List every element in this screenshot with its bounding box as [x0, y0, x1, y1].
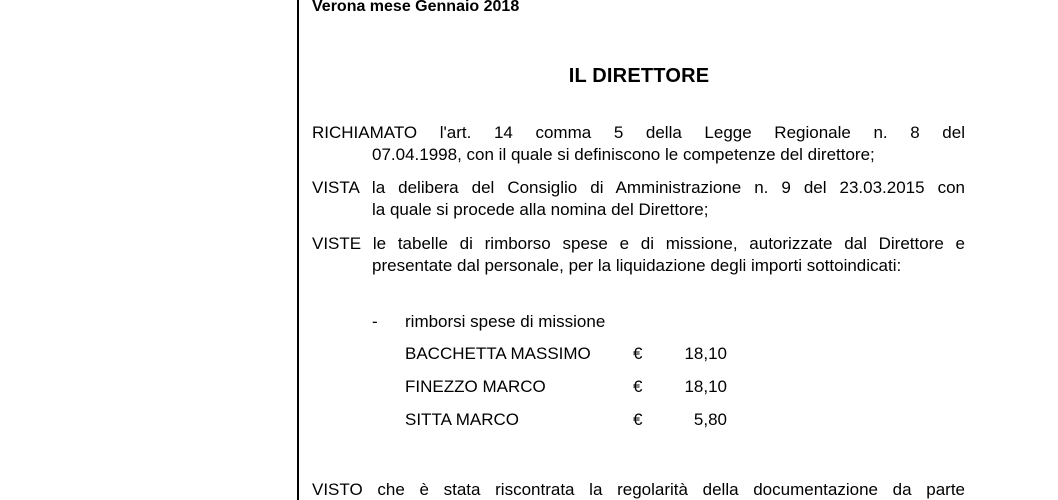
document-title: IL DIRETTORE [568, 65, 710, 87]
paragraph-visto [312, 479, 965, 500]
paragraph-first-line: RICHIAMATO l'art. 14 comma 5 della Legge Regionale n. 8 del [312, 123, 965, 142]
payment-amount: 18,10 [684, 377, 727, 396]
paragraph-viste [312, 233, 965, 277]
currency-symbol: € [633, 377, 643, 396]
bullet-text: rimborsi spese di missione [405, 312, 606, 331]
currency-symbol: € [633, 410, 643, 429]
paragraph-continuation: presentate dal personale, per la liquidazione degli importi sottoindicati: [372, 256, 902, 275]
paragraph-first-line: VISTE le tabelle di rimborso spese e di missione, autorizzate dal Direttore e [312, 234, 965, 253]
payee-name: BACCHETTA MASSIMO [405, 344, 591, 363]
payment-amount: 5,80 [693, 410, 727, 429]
paragraph-first-line: VISTO che è stata riscontrata la regolarità della documentazione da parte [312, 480, 965, 499]
payment-amount: 18,10 [684, 344, 727, 363]
paragraph-first-line: VISTA la delibera del Consiglio di Amministrazione n. 9 del 23.03.2015 con [312, 178, 965, 197]
bullet-marker: - [372, 312, 378, 331]
paragraph-continuation: 07.04.1998, con il quale si definiscono le competenze del direttore; [372, 145, 875, 164]
paragraph-continuation: la quale si procede alla nomina del Direttore; [372, 200, 709, 219]
paragraph-richiamato [312, 122, 965, 166]
paragraph-vista [312, 177, 965, 221]
payee-name: FINEZZO MARCO [405, 377, 546, 396]
bullet-item [372, 311, 605, 333]
place-date-header: Verona mese Gennaio 2018 [312, 0, 520, 15]
payee-name: SITTA MARCO [405, 410, 519, 429]
currency-symbol: € [633, 344, 643, 363]
